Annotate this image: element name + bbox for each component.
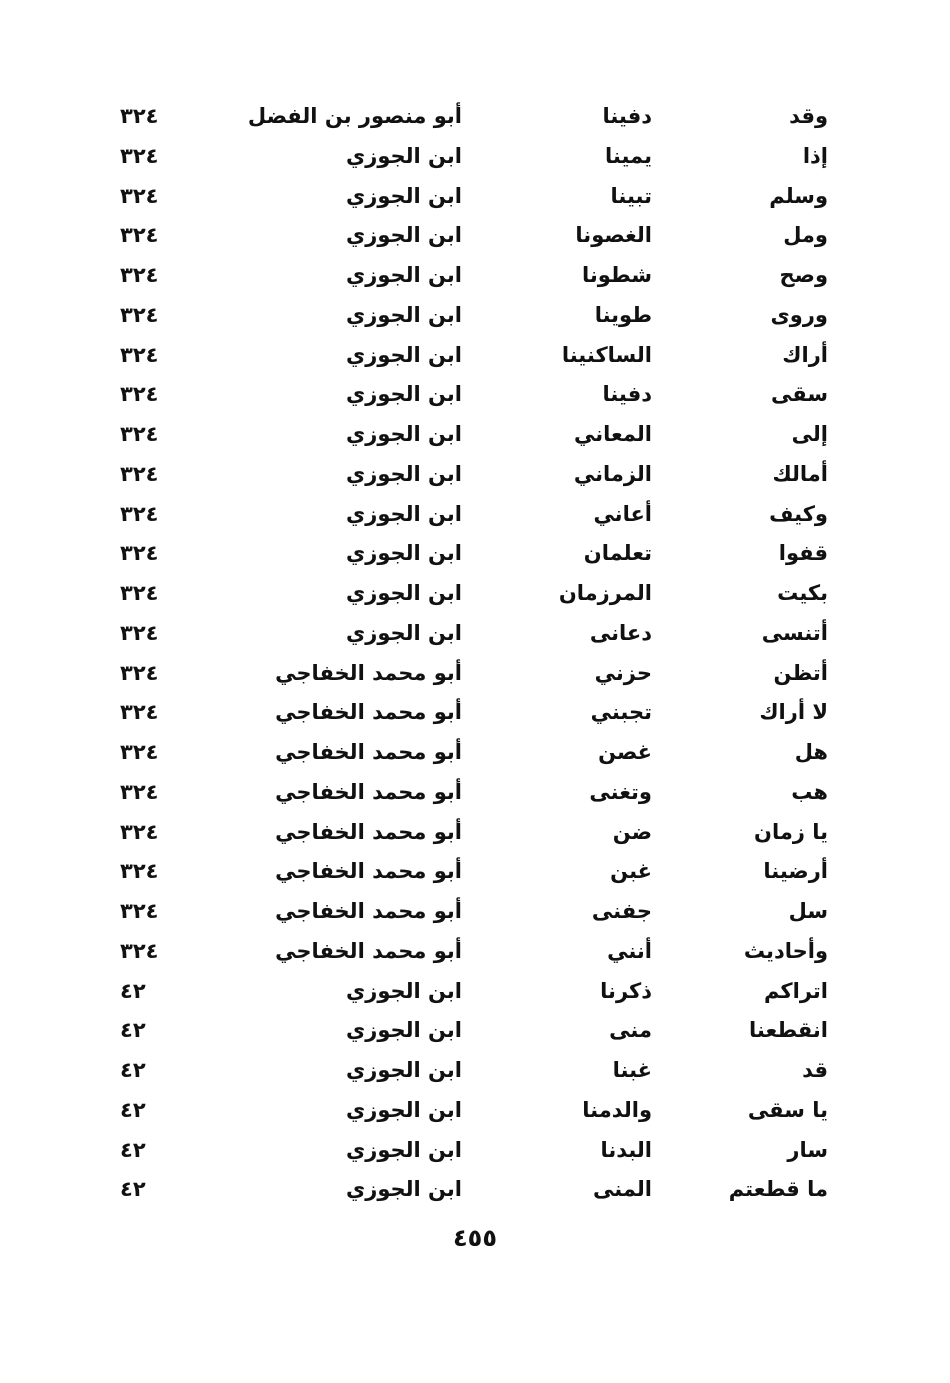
first-word: سار <box>787 1137 828 1162</box>
table-row <box>0 931 950 971</box>
rhyme-word: تجبني <box>590 700 652 725</box>
poet-name: ابن الجوزي <box>345 342 462 367</box>
first-word: يا سقى <box>747 1097 828 1122</box>
first-word: إذا <box>802 143 828 168</box>
page-reference: ٣٢٤ <box>120 104 159 128</box>
rhyme-word: المنى <box>593 1177 652 1202</box>
first-word: وكيف <box>769 501 828 526</box>
table-row <box>0 1010 950 1050</box>
table-row <box>0 1090 950 1130</box>
poet-name: ابن الجوزي <box>345 978 462 1003</box>
first-word: أتنسى <box>761 620 828 645</box>
first-word: ما قطعتم <box>728 1177 828 1202</box>
page-reference: ٤٢ <box>120 1058 146 1082</box>
table-row <box>0 1169 950 1209</box>
poet-name: ابن الجوزي <box>345 1058 462 1082</box>
poet-name: ابن الجوزي <box>345 1137 462 1162</box>
poet-name: ابن الجوزي <box>345 223 462 248</box>
table-row <box>0 533 950 573</box>
page-reference: ٣٢٤ <box>120 660 159 685</box>
page-reference: ٣٢٤ <box>120 223 159 248</box>
table-row <box>0 255 950 295</box>
table-row <box>0 851 950 891</box>
page-reference: ٤٢ <box>120 1137 146 1162</box>
poet-name: أبو محمد الخفاجي <box>275 740 462 764</box>
rhyme-word: غصن <box>598 740 652 764</box>
page-reference: ٣٢٤ <box>120 581 159 605</box>
page-reference: ٣٢٤ <box>120 859 159 884</box>
page-reference: ٣٢٤ <box>120 342 159 367</box>
poet-name: ابن الجوزي <box>345 581 462 605</box>
rhyme-word: المعاني <box>573 422 652 446</box>
page-reference: ٣٢٤ <box>120 302 159 327</box>
page-reference: ٣٢٤ <box>120 143 159 168</box>
table-row <box>0 613 950 653</box>
page-number: ٤٥٥ <box>453 1224 497 1252</box>
rhyme-word: دفينا <box>602 104 652 128</box>
page-reference: ٤٢ <box>120 1177 146 1202</box>
page-reference: ٤٢ <box>120 1097 146 1122</box>
first-word: وقد <box>789 104 828 128</box>
table-row <box>0 494 950 534</box>
table-row <box>0 772 950 812</box>
first-word: وروى <box>770 302 828 327</box>
first-word: أراك <box>782 342 828 367</box>
page-reference: ٣٢٤ <box>120 740 159 764</box>
table-row <box>0 96 950 136</box>
first-word: انقطعنا <box>749 1018 828 1043</box>
poet-name: أبو محمد الخفاجي <box>275 899 462 923</box>
table-row <box>0 176 950 216</box>
poet-name: ابن الجوزي <box>345 461 462 486</box>
poet-name: ابن الجوزي <box>345 422 462 446</box>
table-row <box>0 215 950 255</box>
table-row <box>0 136 950 176</box>
table-row <box>0 454 950 494</box>
poet-name: أبو محمد الخفاجي <box>275 938 462 963</box>
rhyme-word: الغصونا <box>575 223 652 248</box>
page-reference: ٣٢٤ <box>120 938 159 963</box>
first-word: إلى <box>791 422 828 446</box>
first-word: أتظن <box>773 660 828 685</box>
rhyme-word: حزني <box>594 660 652 685</box>
poet-name: ابن الجوزي <box>345 263 462 287</box>
table-row <box>0 573 950 613</box>
page-reference: ٣٢٤ <box>120 422 159 446</box>
rhyme-word: طوينا <box>594 302 652 327</box>
first-word: وصح <box>779 263 828 287</box>
poet-name: أبو محمد الخفاجي <box>275 660 462 685</box>
page-reference: ٣٢٤ <box>120 541 159 566</box>
rhyme-word: يمينا <box>605 143 652 168</box>
first-word: قد <box>802 1058 828 1082</box>
rhyme-word: تعلمان <box>583 541 652 566</box>
first-word: وسلم <box>769 183 828 208</box>
table-row <box>0 414 950 454</box>
poet-name: أبو محمد الخفاجي <box>275 819 462 844</box>
poet-name: ابن الجوزي <box>345 183 462 208</box>
first-word: قفوا <box>778 541 828 566</box>
rhyme-word: غبن <box>610 859 652 884</box>
poet-name: أبو منصور بن الفضل <box>247 104 462 128</box>
first-word: وأحاديث <box>743 938 828 963</box>
table-row <box>0 812 950 852</box>
first-word: بكيت <box>777 581 828 605</box>
table-row <box>0 653 950 693</box>
page-reference: ٣٢٤ <box>120 382 159 407</box>
first-word: يا زمان <box>754 819 828 844</box>
table-row <box>0 891 950 931</box>
poet-name: أبو محمد الخفاجي <box>275 779 462 804</box>
poet-name: ابن الجوزي <box>345 382 462 407</box>
poet-name: أبو محمد الخفاجي <box>275 700 462 725</box>
table-row <box>0 374 950 414</box>
poetry-index-table <box>0 96 950 1209</box>
first-word: سل <box>788 899 828 923</box>
first-word: هل <box>794 740 828 764</box>
poet-name: ابن الجوزي <box>345 501 462 526</box>
page-reference: ٣٢٤ <box>120 700 159 725</box>
table-row <box>0 295 950 335</box>
page-reference: ٣٢٤ <box>120 620 159 645</box>
table-row <box>0 692 950 732</box>
poet-name: ابن الجوزي <box>345 1177 462 1202</box>
rhyme-word: ضن <box>612 819 652 844</box>
poet-name: ابن الجوزي <box>345 143 462 168</box>
rhyme-word: جفنى <box>591 899 652 923</box>
page-reference: ٣٢٤ <box>120 263 159 287</box>
rhyme-word: غبنا <box>612 1058 652 1082</box>
poet-name: أبو محمد الخفاجي <box>275 859 462 884</box>
rhyme-word: وتغنى <box>589 779 652 804</box>
rhyme-word: البدنا <box>600 1137 652 1162</box>
table-row <box>0 335 950 375</box>
poet-name: ابن الجوزي <box>345 541 462 566</box>
page-reference: ٣٢٤ <box>120 183 159 208</box>
rhyme-word: شطونا <box>581 263 652 287</box>
rhyme-word: أعاني <box>593 501 652 526</box>
rhyme-word: دعانى <box>589 620 652 645</box>
rhyme-word: دفينا <box>602 382 652 407</box>
first-word: أمالك <box>772 461 828 486</box>
poet-name: ابن الجوزي <box>345 1097 462 1122</box>
table-row <box>0 1050 950 1090</box>
rhyme-word: والدمنا <box>582 1097 652 1122</box>
rhyme-word: الزماني <box>573 461 652 486</box>
poet-name: ابن الجوزي <box>345 1018 462 1043</box>
page-reference: ٤٢ <box>120 1018 146 1043</box>
page-reference: ٣٢٤ <box>120 501 159 526</box>
poet-name: ابن الجوزي <box>345 302 462 327</box>
rhyme-word: الساكنينا <box>561 342 652 367</box>
first-word: اتراكم <box>763 978 828 1003</box>
page-reference: ٣٢٤ <box>120 461 159 486</box>
rhyme-word: أنني <box>607 938 652 963</box>
rhyme-word: المرزمان <box>558 581 652 605</box>
first-word: أرضينا <box>763 859 828 884</box>
rhyme-word: تبينا <box>610 183 652 208</box>
table-row <box>0 971 950 1011</box>
page-reference: ٣٢٤ <box>120 819 159 844</box>
table-row <box>0 1130 950 1170</box>
rhyme-word: ذكرنا <box>600 978 652 1003</box>
page-reference: ٣٢٤ <box>120 779 159 804</box>
poet-name: ابن الجوزي <box>345 620 462 645</box>
page-reference: ٣٢٤ <box>120 899 159 923</box>
first-word: سقى <box>770 382 828 407</box>
rhyme-word: منى <box>609 1018 652 1043</box>
first-word: هب <box>791 779 828 804</box>
page-reference: ٤٢ <box>120 978 146 1003</box>
first-word: ومل <box>783 223 828 248</box>
first-word: لا أراك <box>759 700 828 725</box>
table-row <box>0 732 950 772</box>
